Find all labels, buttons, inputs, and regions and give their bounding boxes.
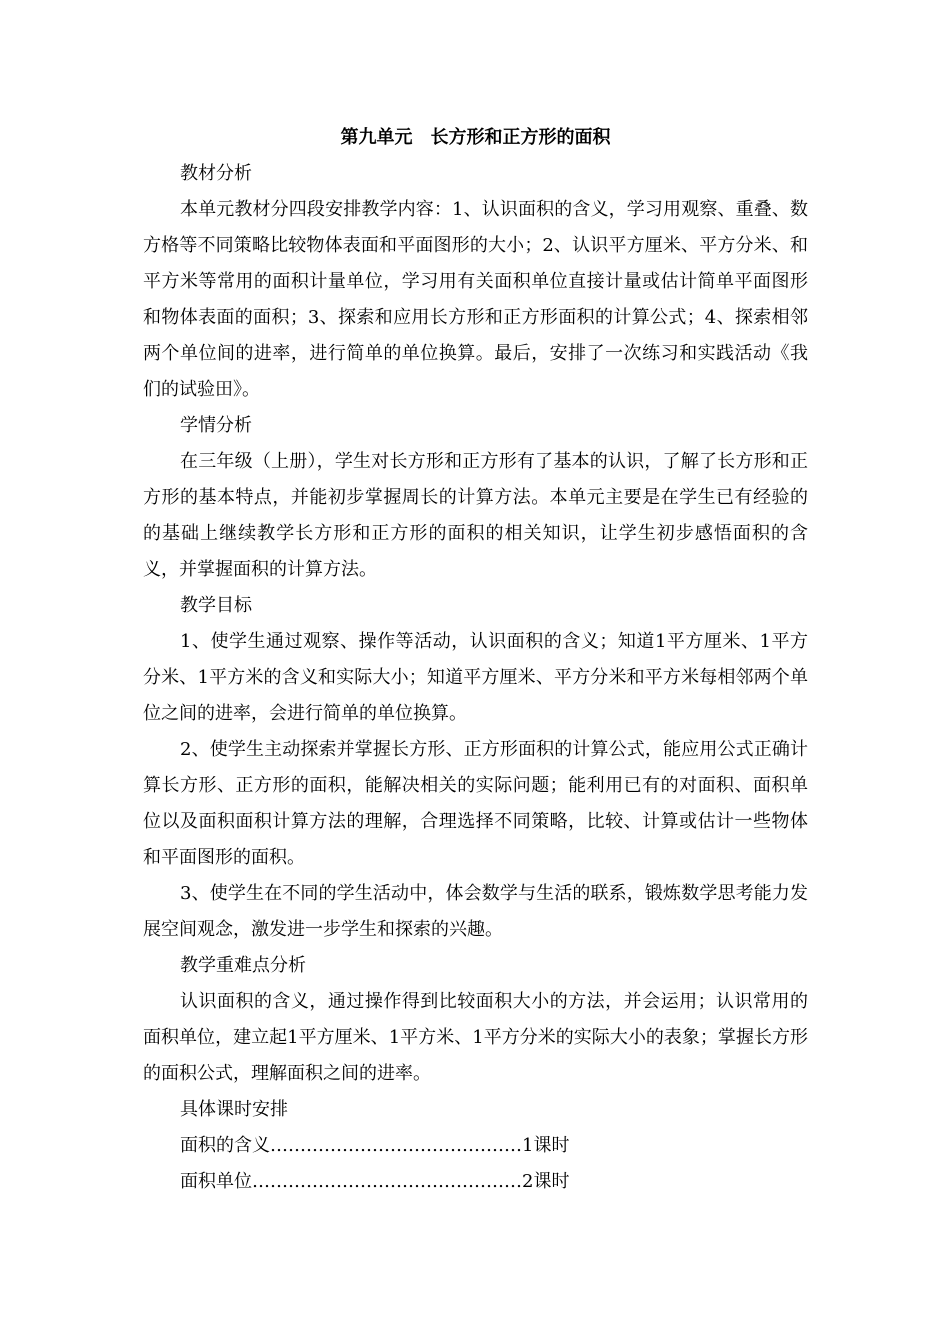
section-heading-schedule: 具体课时安排: [180, 1099, 288, 1120]
paragraph-student-analysis: 在三年级（上册），学生对长方形和正方形有了基本的认识，了解了长方形和正方形的基本特点，并能初步掌握周长的计算方法。本单元主要是在学生已有经验的的基础上继续教学长方形和正方形的面积的相关知识，让学生初步感悟面积的含义，并掌握面积的计算方法。: [143, 451, 808, 580]
document-title: 第九单元 长方形和正方形的面积: [340, 127, 611, 148]
section-heading-teaching-goals: 教学目标: [180, 595, 252, 616]
schedule-item: 面积单位………………………………………2课时: [180, 1171, 570, 1192]
paragraph-goal-3: 3、使学生在不同的学生活动中，体会数学与生活的联系，锻炼数学思考能力发展空间观念，激发进一步学生和探索的兴趣。: [143, 883, 808, 940]
schedule-item: 面积的含义……………………………………1课时: [180, 1135, 570, 1156]
paragraph-goal-1: 1、使学生通过观察、操作等活动，认识面积的含义；知道1平方厘米、1平方分米、1平方米的含义和实际大小；知道平方厘米、平方分米和平方米每相邻两个单位之间的进率，会进行简单的单位换算。: [143, 631, 808, 724]
document-body: [143, 120, 808, 1200]
paragraph-key-points: 认识面积的含义，通过操作得到比较面积大小的方法，并会运用；认识常用的面积单位，建立起1平方厘米、1平方米、1平方分米的实际大小的表象；掌握长方形的面积公式，理解面积之间的进率。: [143, 991, 808, 1084]
paragraph-goal-2: 2、使学生主动探索并掌握长方形、正方形面积的计算公式，能应用公式正确计算长方形、正方形的面积，能解决相关的实际问题；能利用已有的对面积、面积单位以及面积面积计算方法的理解，合理选择不同策略，比较、计算或估计一些物体和平面图形的面积。: [143, 739, 808, 868]
section-heading-textbook-analysis: 教材分析: [180, 163, 252, 184]
section-heading-key-points: 教学重难点分析: [180, 955, 306, 976]
section-heading-student-analysis: 学情分析: [180, 415, 252, 436]
paragraph-textbook-analysis: 本单元教材分四段安排教学内容：1、认识面积的含义，学习用观察、重叠、数方格等不同策略比较物体表面和平面图形的大小；2、认识平方厘米、平方分米、和平方米等常用的面积计量单位，学习用有关面积单位直接计量或估计简单平面图形和物体表面的面积；3、探索和应用长方形和正方形面积的计算公式；4、探索相邻两个单位间的进率，进行简单的单位换算。最后，安排了一次练习和实践活动《我们的试验田》。: [143, 199, 808, 400]
